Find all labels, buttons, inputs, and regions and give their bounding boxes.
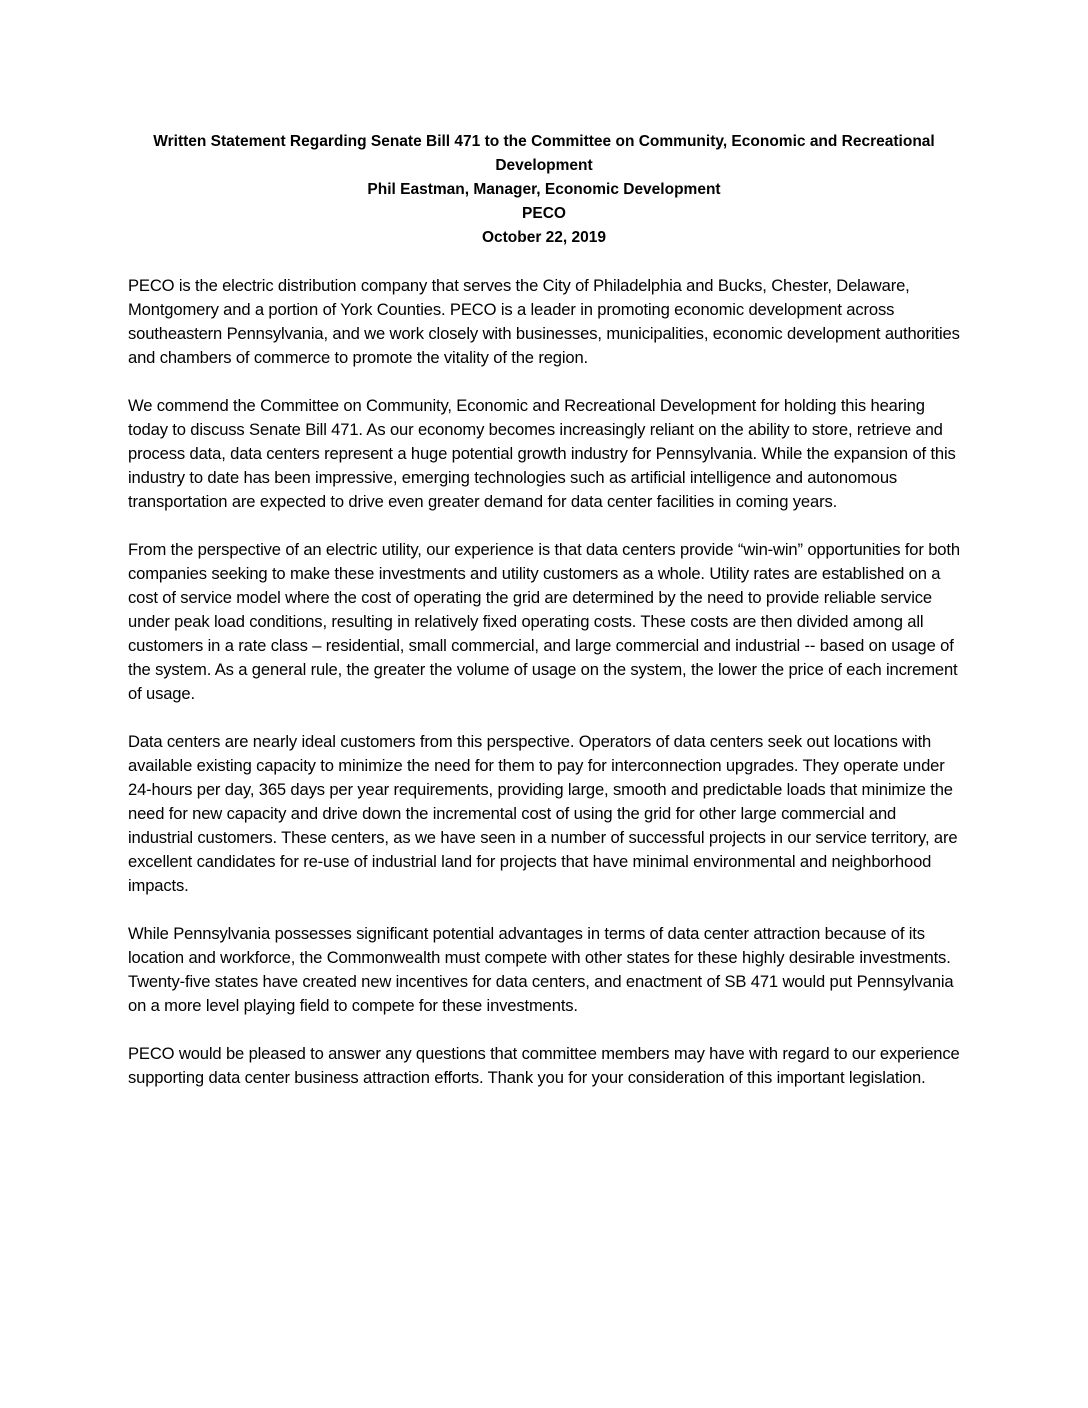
paragraph-competition: While Pennsylvania possesses significant potential advantages in terms of data center attraction because of its location and workforce, the Commonwealth must compete with other states for these highly desirable investments. Twenty-five states have created new incentives for data centers, and enactment of SB 471 would put Pennsylvania on a more level playing field to compete for these investments. (128, 924, 954, 1015)
paragraph-ideal-customers: Data centers are nearly ideal customers from this perspective. Operators of data centers seek out locations with available existing capacity to minimize the need for them to pay for interconnection upgrades. They operate under 24-hours per day, 365 days per year requirements, providing large, smooth and predictable loads that minimize the need for new capacity and drive down the incremental cost of using the grid for other large commercial and industrial customers. These centers, as we have seen in a number of successful projects in our service territory, are excellent candidates for re-use of industrial land for projects that have minimal environmental and neighborhood impacts. (128, 732, 958, 895)
document-heading (128, 130, 960, 250)
paragraph-company-overview: PECO is the electric distribution company that serves the City of Philadelphia and Bucks, Chester, Delaware, Montgomery and a portion of York Counties. PECO is a leader in promoting economic development across southeastern Pennsylvania, and we work closely with businesses, municipalities, economic development authorities and chambers of commerce to promote the vitality of the region. (128, 276, 960, 367)
paragraph-utility-perspective: From the perspective of an electric utility, our experience is that data centers provide “win-win” opportunities for both companies seeking to make these investments and utility customers as a whole. Utility rates are established on a cost of service model where the cost of operating the grid are determined by the need to provide reliable service under peak load conditions, resulting in relatively fixed operating costs. These costs are then divided among all customers in a rate class – residential, small commercial, and large commercial and industrial -- based on usage of the system. As a general rule, the greater the volume of usage on the system, the lower the price of each increment of usage. (128, 540, 960, 703)
author-line: Phil Eastman, Manager, Economic Development (367, 181, 721, 198)
document-body (128, 274, 964, 1114)
paragraph-commendation: We commend the Committee on Community, Economic and Recreational Development for holding this hearing today to discuss Senate Bill 471. As our economy becomes increasingly reliant on the ability to store, retrieve and process data, data centers represent a huge potential growth industry for Pennsylvania. While the expansion of this industry to date has been impressive, emerging technologies such as artificial intelligence and autonomous transportation are expected to drive even greater demand for data center facilities in coming years. (128, 396, 956, 511)
statement-title: Written Statement Regarding Senate Bill 471 to the Committee on Community, Economic and Recreational Development (153, 133, 935, 174)
organization-line: PECO (522, 205, 566, 222)
paragraph-closing: PECO would be pleased to answer any questions that committee members may have with regard to our experience supporting data center business attraction efforts. Thank you for your consideration of this important legislation. (128, 1044, 960, 1087)
date-line: October 22, 2019 (481, 229, 607, 246)
